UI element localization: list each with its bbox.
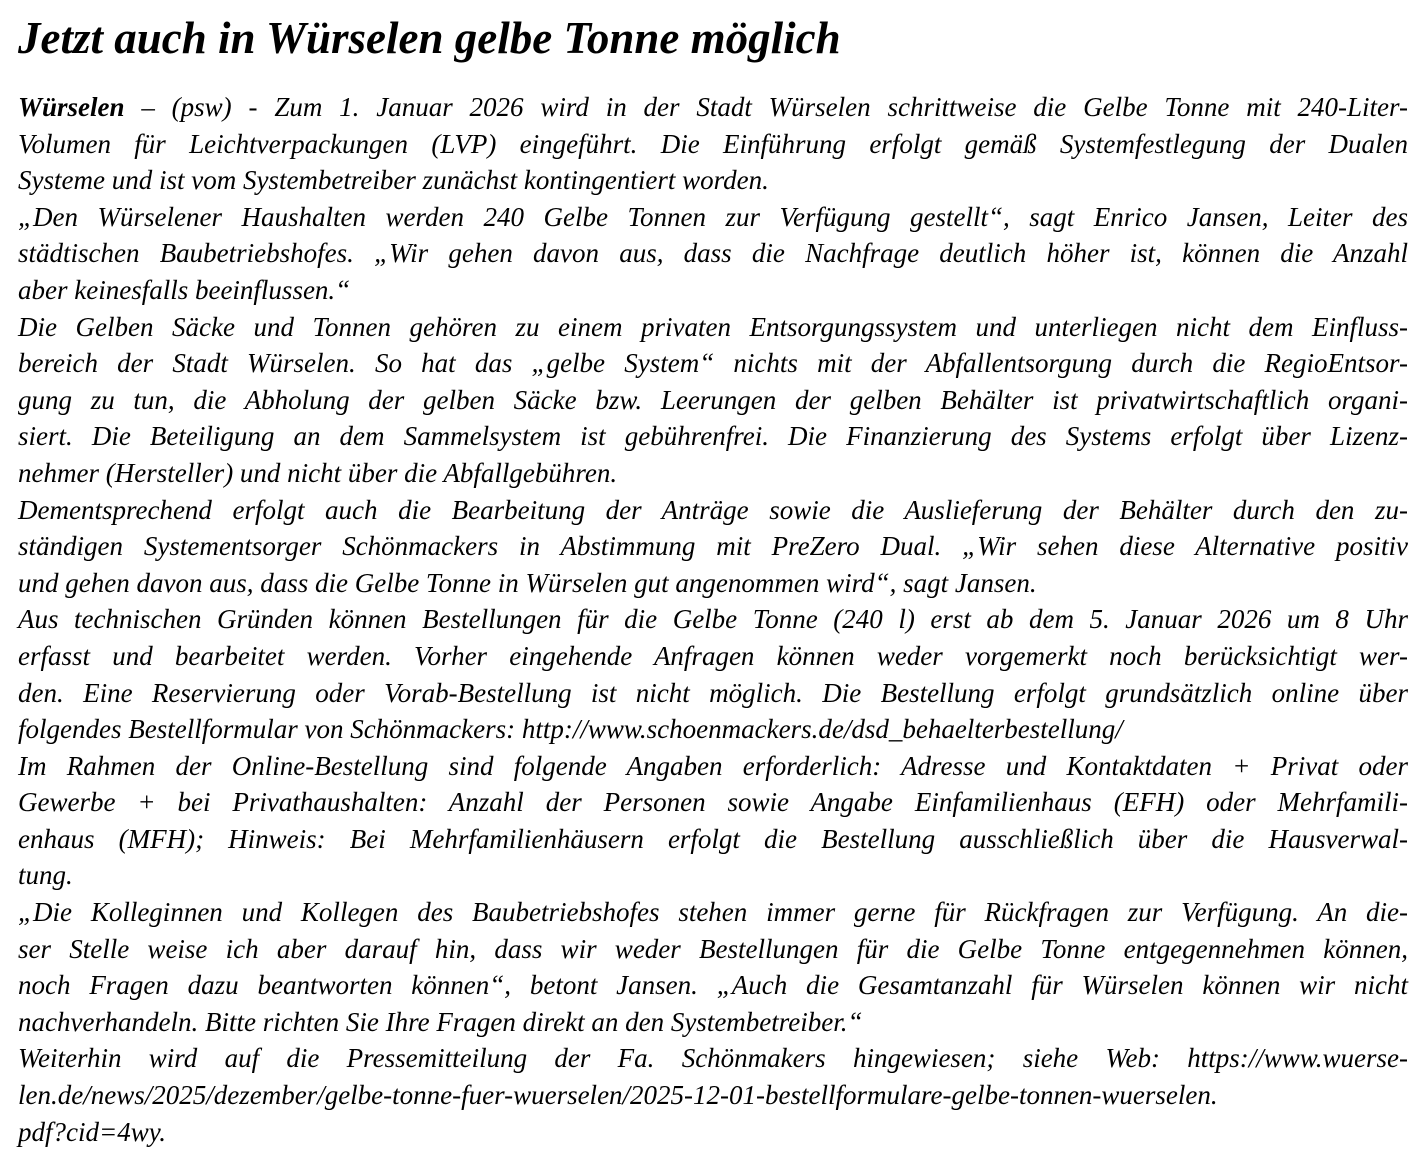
body-line: erfasst und bearbeitet werden. Vorher eingehende Anfragen können weder vorgemerkt noch berücksichtigt wer-: [18, 640, 1408, 671]
body-line: „Den Würselener Haushalten werden 240 Gelbe Tonnen zur Verfügung gestellt“, sagt Enrico Jansen, Leiter des: [18, 201, 1408, 232]
body-line: Würselen – (psw) - Zum 1. Januar 2026 wird in der Stadt Würselen schrittweise die Gelbe Tonne mit 240-Liter-: [18, 92, 1408, 122]
body-line: enhaus (MFH); Hinweis: Bei Mehrfamilienhäusern erfolgt die Bestellung ausschließlich über die Hausverwal-: [18, 823, 1408, 854]
body-line: noch Fragen dazu beantworten können“, betont Jansen. „Auch die Gesamtanzahl für Würselen können wir nicht: [18, 970, 1408, 1001]
body-line: aber keinesfalls beeinflussen.“: [18, 274, 351, 305]
body-line: gung zu tun, die Abholung der gelben Säcke bzw. Leerungen der gelben Behälter ist privatwirtschaftlich organi-: [18, 384, 1408, 415]
body-line: nachverhandeln. Bitte richten Sie Ihre Fragen direkt an den Systembetreiber.“: [18, 1006, 863, 1037]
body-line: tung.: [18, 860, 73, 891]
body-line: städtischen Baubetriebshofes. „Wir gehen davon aus, dass die Nachfrage deutlich höher ist, können die Anzahl: [18, 238, 1408, 269]
body-line: Volumen für Leichtverpackungen (LVP) eingeführt. Die Einführung erfolgt gemäß Systemfestlegung der Dualen: [18, 128, 1408, 159]
body-line: Weiterhin wird auf die Pressemitteilung der Fa. Schönmakers hingewiesen; siehe Web: https://www.wuerse-: [18, 1043, 1408, 1074]
body-line: pdf?cid=4wy.: [18, 1116, 166, 1147]
body-line: Die Gelben Säcke und Tonnen gehören zu einem privaten Entsorgungssystem und unterliegen nicht dem Einfluss-: [18, 311, 1408, 342]
body-line: len.de/news/2025/dezember/gelbe-tonne-fuer-wuerselen/2025-12-01-bestellformulare-gelbe-tonnen-wuerselen.: [18, 1080, 1218, 1111]
body-line: Systeme und ist vom Systembetreiber zunächst kontingentiert worden.: [18, 165, 769, 196]
body-line: den. Eine Reservierung oder Vorab-Bestellung ist nicht möglich. Die Bestellung erfolgt grundsätzlich online über: [18, 677, 1408, 708]
body-line: bereich der Stadt Würselen. So hat das „gelbe System“ nichts mit der Abfallentsorgung durch die RegioEntsor-: [18, 348, 1408, 379]
body-line: ser Stelle weise ich aber darauf hin, dass wir weder Bestellungen für die Gelbe Tonne entgegennehmen können,: [18, 933, 1408, 964]
article-body: [18, 89, 1408, 1150]
body-line: Gewerbe + bei Privathaushalten: Anzahl der Personen sowie Angabe Einfamilienhaus (EFH) oder Mehrfamili-: [18, 787, 1408, 818]
body-line: Dementsprechend erfolgt auch die Bearbeitung der Anträge sowie die Auslieferung der Behälter durch den zu-: [18, 494, 1408, 525]
article-title: Jetzt auch in Würselen gelbe Tonne möglich: [18, 13, 841, 63]
body-line: Im Rahmen der Online-Bestellung sind folgende Angaben erforderlich: Adresse und Kontaktdaten + Privat oder: [18, 750, 1408, 781]
body-line: und gehen davon aus, dass die Gelbe Tonne in Würselen gut angenommen wird“, sagt Jansen.: [18, 567, 1037, 598]
dateline-location: Würselen: [18, 92, 125, 122]
body-line: „Die Kolleginnen und Kollegen des Baubetriebshofes stehen immer gerne für Rückfragen zur Verfügung. An die-: [18, 897, 1408, 928]
body-line: nehmer (Hersteller) und nicht über die Abfallgebühren.: [18, 457, 618, 488]
body-line: folgendes Bestellformular von Schönmackers: http://www.schoenmackers.de/dsd_behaelterbestellung/: [18, 714, 1123, 745]
body-line: ständigen Systementsorger Schönmackers in Abstimmung mit PreZero Dual. „Wir sehen diese Alternative positiv: [18, 531, 1408, 562]
body-line: Aus technischen Gründen können Bestellungen für die Gelbe Tonne (240 l) erst ab dem 5. Januar 2026 um 8 Uhr: [18, 604, 1408, 635]
body-line: siert. Die Beteiligung an dem Sammelsystem ist gebührenfrei. Die Finanzierung des Systems erfolgt über Lizenz-: [18, 421, 1408, 452]
